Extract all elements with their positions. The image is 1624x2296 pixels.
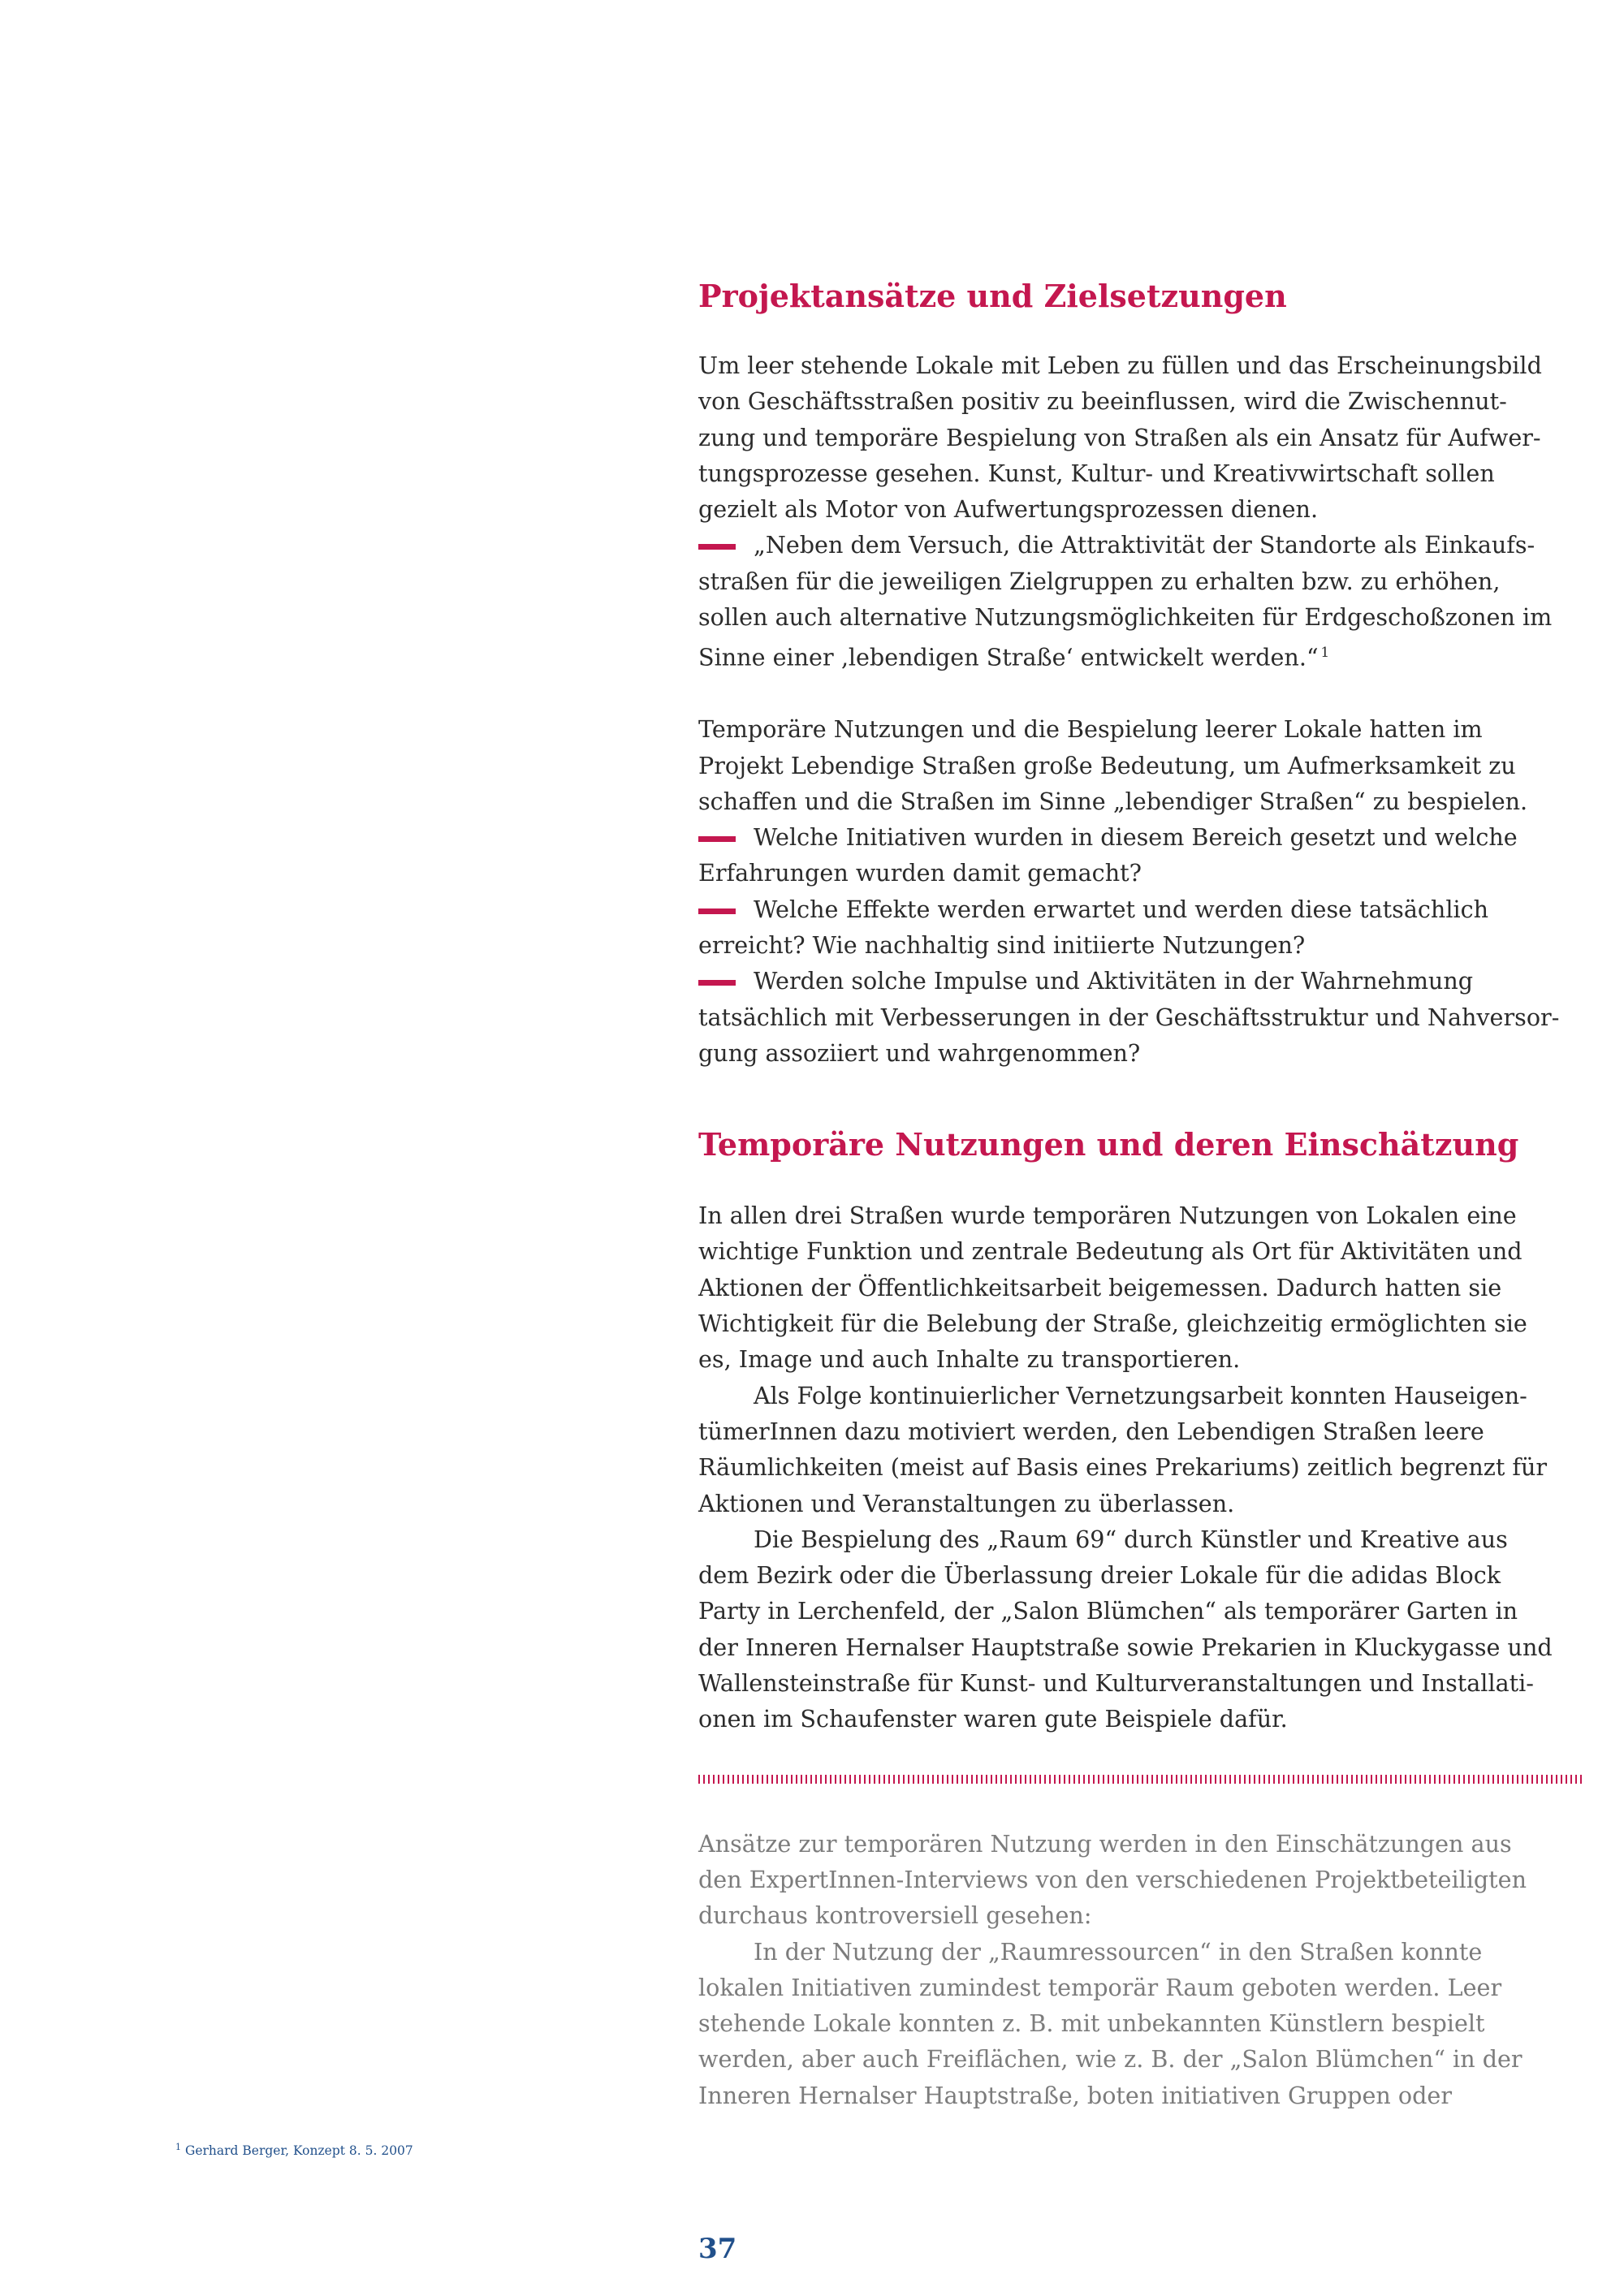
text-line: Die Bespielung des „Raum 69“ durch Künstler und Kreative aus <box>754 1525 1508 1553</box>
text-line: dem Bezirk oder die Überlassung dreier Lokale für die adidas Block <box>698 1561 1501 1590</box>
paragraph <box>698 1934 1585 2113</box>
bullet-dash-icon <box>698 980 736 986</box>
text-line: „Neben dem Versuch, die Attraktivität der Standorte als Einkaufs- <box>754 531 1535 559</box>
text-line: der Inneren Hernalser Hauptstraße sowie Prekarien in Kluckygasse und <box>698 1633 1553 1661</box>
text-line: tungsprozesse gesehen. Kunst, Kultur- und Kreativwirtschaft sollen <box>698 459 1495 487</box>
text-line: In allen drei Straßen wurde temporären Nutzungen von Lokalen eine <box>698 1202 1517 1230</box>
text-line: In der Nutzung der „Raumressourcen“ in den Straßen konnte <box>754 1937 1483 1966</box>
text-line: zung und temporäre Bespielung von Straßen als ein Ansatz für Aufwer- <box>698 423 1541 451</box>
text-line: Erfahrungen wurden damit gemacht? <box>698 859 1142 887</box>
text-line: Welche Initiativen wurden in diesem Bereich gesetzt und welche <box>754 823 1518 852</box>
text-line: Temporäre Nutzungen und die Bespielung leerer Lokale hatten im <box>698 715 1483 744</box>
text-line: wichtige Funktion und zentrale Bedeutung als Ort für Aktivitäten und <box>698 1237 1522 1266</box>
text-line: straßen für die jeweiligen Zielgruppen zu erhalten bzw. zu erhöhen, <box>698 567 1501 595</box>
footnote-number: 1 <box>175 2142 181 2152</box>
text-line: Party in Lerchenfeld, der „Salon Blümchen“ als temporärer Garten in <box>698 1597 1518 1625</box>
text-line: lokalen Initiativen zumindest temporär Raum geboten werden. Leer <box>698 1973 1502 2001</box>
text-line: Als Folge kontinuierlicher Vernetzungsarbeit konnten Hauseigen- <box>754 1381 1527 1409</box>
text-line: den ExpertInnen-Interviews von den verschiedenen Projektbeteiligten <box>698 1865 1527 1893</box>
paragraph <box>698 1198 1585 1377</box>
question-item <box>698 963 1585 1071</box>
bullet-dash-icon <box>698 908 736 914</box>
text-line: Um leer stehende Lokale mit Leben zu füllen und das Erscheinungsbild <box>698 352 1542 379</box>
text-line: gung assoziiert und wahrgenommen? <box>698 1038 1141 1067</box>
text-line: Aktionen und Veranstaltungen zu überlassen. <box>698 1489 1235 1517</box>
question-item <box>698 891 1585 964</box>
quote-paragraph <box>698 527 1585 675</box>
text-line: sollen auch alternative Nutzungsmöglichkeiten für Erdgeschoßzonen im <box>698 603 1553 632</box>
text-line: schaffen und die Straßen im Sinne „lebendiger Straßen“ zu bespielen. <box>698 787 1528 815</box>
paragraph <box>698 1378 1585 1521</box>
text-line: Ansätze zur temporären Nutzung werden in den Einschätzungen aus <box>698 1829 1512 1858</box>
text-line: gezielt als Motor von Aufwertungsprozessen dienen. <box>698 495 1319 524</box>
text-line: Welche Effekte werden erwartet und werden diese tatsächlich <box>754 895 1489 923</box>
section-heading-temporaere-nutzungen: Temporäre Nutzungen und deren Einschätzung <box>698 1126 1519 1163</box>
text-line: Wallensteinstraße für Kunst- und Kulturveranstaltungen und Installati- <box>698 1669 1534 1698</box>
text-line: werden, aber auch Freiflächen, wie z. B. der „Salon Blümchen“ in der <box>698 2045 1522 2074</box>
text-line: tümerInnen dazu motiviert werden, den Lebendigen Straßen leere <box>698 1417 1484 1445</box>
question-item <box>698 819 1585 891</box>
footnote-text: Gerhard Berger, Konzept 8. 5. 2007 <box>184 2143 413 2159</box>
main-column <box>698 276 1585 2113</box>
text-line: Wichtigkeit für die Belebung der Straße, gleichzeitig ermöglichten sie <box>698 1310 1527 1338</box>
text-line: Aktionen der Öffentlichkeitsarbeit beigemessen. Dadurch hatten sie <box>698 1273 1502 1301</box>
text-line: Räumlichkeiten (meist auf Basis eines Prekariums) zeitlich begrenzt für <box>698 1453 1548 1482</box>
text-line: es, Image und auch Inhalte zu transportieren. <box>698 1345 1241 1374</box>
text-line: onen im Schaufenster waren gute Beispiele dafür. <box>698 1705 1288 1733</box>
text-line: Projekt Lebendige Straßen große Bedeutung, um Aufmerksamkeit zu <box>698 751 1516 779</box>
section1-body <box>698 347 1585 1071</box>
text-line: tatsächlich mit Verbesserungen in der Geschäftsstruktur und Nahversor- <box>698 1003 1560 1031</box>
section-heading-projektansaetze: Projektansätze und Zielsetzungen <box>698 278 1287 314</box>
section3-body <box>698 1826 1585 2113</box>
footnote-reference: 1 <box>1320 645 1330 662</box>
section2-body <box>698 1198 1585 1737</box>
bullet-dash-icon <box>698 836 736 842</box>
text-line: Werden solche Impulse und Aktivitäten in der Wahrnehmung <box>754 967 1474 995</box>
text-line: erreicht? Wie nachhaltig sind initiierte Nutzungen? <box>698 930 1306 959</box>
paragraph <box>698 711 1585 819</box>
text-line: stehende Lokale konnten z. B. mit unbekannten Künstlern bespielt <box>698 2009 1485 2038</box>
text-line: durchaus kontroversiell gesehen: <box>698 1901 1092 1930</box>
text-line: von Geschäftsstraßen positiv zu beeinflussen, wird die Zwischennut- <box>698 387 1507 416</box>
paragraph <box>698 1826 1585 1934</box>
page-number: 37 <box>698 2233 737 2265</box>
text-line: Sinne einer ‚lebendigen Straße‘ entwickelt werden.“ <box>698 643 1319 671</box>
bullet-dash-icon <box>698 544 736 550</box>
paragraph <box>698 347 1585 527</box>
footnote <box>175 2142 413 2158</box>
text-line: Inneren Hernalser Hauptstraße, boten initiativen Gruppen oder <box>698 2081 1453 2109</box>
paragraph <box>698 1521 1585 1737</box>
dotted-separator <box>698 1775 1585 1784</box>
